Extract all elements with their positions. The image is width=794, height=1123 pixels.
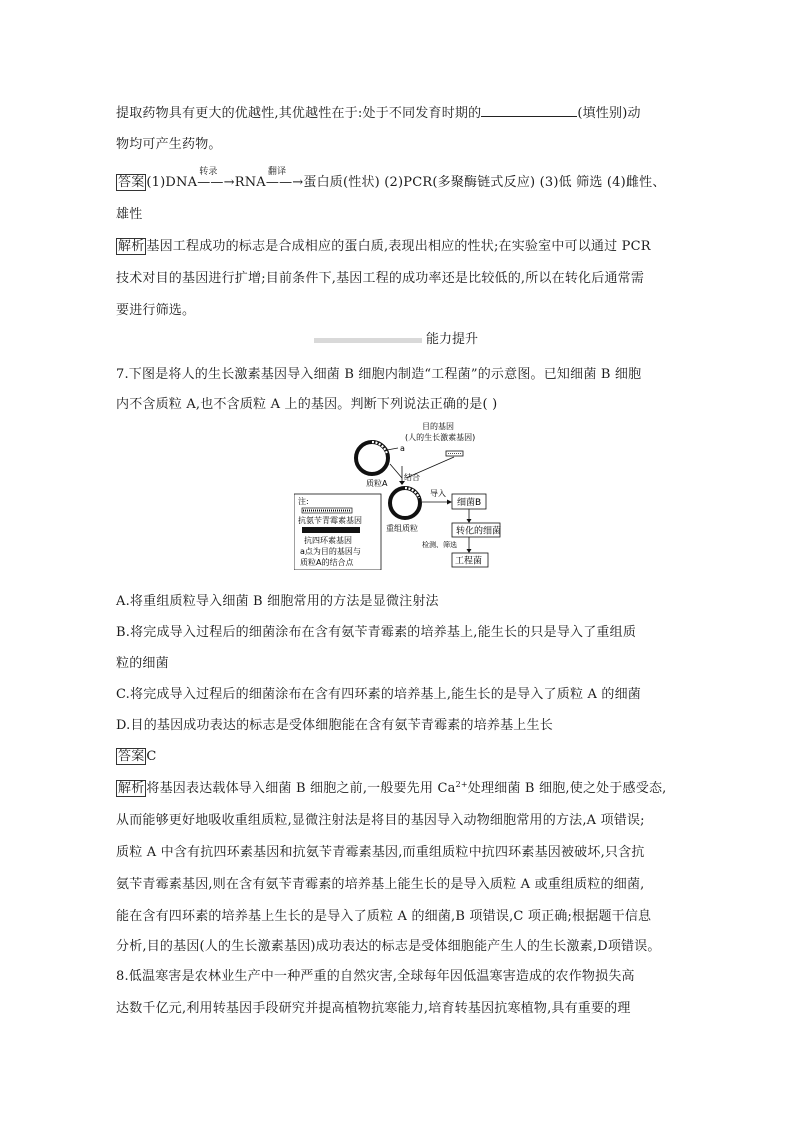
answer-part-1: (1)DNA bbox=[146, 175, 198, 190]
option-a: A.将重组质粒导入细菌 B 细胞常用的方法是显微注射法 bbox=[116, 594, 439, 609]
option-d: D.目的基因成功表达的标志是受体细胞能在含有氨苄青霉素的培养基上生长 bbox=[116, 718, 553, 733]
option-c: C.将完成导入过程后的细菌涂布在含有四环素的培养基上,能生长的是导入了质粒 A 的细菌 bbox=[116, 687, 642, 702]
target-gene-label: 目的基因 bbox=[422, 422, 454, 431]
answer-1 bbox=[116, 167, 666, 192]
note-amp: 抗氨苄青霉素基因 bbox=[298, 516, 362, 525]
option-b-line-2: 粒的细菌 bbox=[116, 656, 169, 671]
analysis-2-line-3: 质粒 A 中含有抗四环素基因和抗氨苄青霉素基因,而重组质粒中抗四环素基因被破坏,只含抗 bbox=[116, 845, 645, 860]
combine-arrow bbox=[390, 464, 402, 478]
intro-text: 提取药物具有更大的优越性,其优越性在于:处于不同发育时期的 bbox=[116, 106, 482, 121]
answer-rna: RNA bbox=[234, 175, 266, 190]
transcription-arrow: 转录 ——→ bbox=[197, 174, 235, 192]
transcription-label: 转录 bbox=[199, 167, 218, 177]
plasmid-a-label: 质粒A bbox=[366, 479, 388, 488]
analysis-tag: 解析 bbox=[118, 239, 145, 254]
import-label: 导入 bbox=[430, 489, 446, 498]
ca-superscript: 2+ bbox=[455, 780, 468, 789]
fill-blank bbox=[481, 104, 577, 117]
plasmid-a bbox=[356, 442, 388, 474]
analysis-2 bbox=[116, 780, 666, 798]
analysis-1-line-3: 要进行筛选。 bbox=[116, 303, 196, 318]
note-tet: 抗四环素基因 bbox=[304, 536, 352, 545]
section-title: 能力提升 bbox=[426, 332, 479, 347]
analysis-2-line-1b: 处理细菌 B 细胞,使之处于感受态, bbox=[467, 781, 667, 796]
answer-2-value: C bbox=[146, 749, 157, 764]
analysis-2-line-5: 能在含有四环素的培养基上生长的是导入了质粒 A 的细菌,B 项错误,C 项正确;根据题干信息 bbox=[116, 909, 652, 924]
recombinant-plasmid bbox=[390, 488, 420, 518]
question-7-line-1: 7.下图是将人的生长激素基因导入细菌 B 细胞内制造“工程菌”的示意图。已知细菌 B 细胞 bbox=[116, 367, 642, 382]
transformed-label: 转化的细菌 bbox=[456, 526, 502, 537]
point-a-label: a bbox=[400, 444, 405, 453]
question-8-line-2: 达数千亿元,利用转基因手段研究并提高植物抗寒能力,培育转基因抗寒植物,具有重要的理 bbox=[116, 1001, 631, 1016]
intro-line-1 bbox=[116, 104, 641, 123]
analysis-2-line-2: 从而能够更好地吸收重组质粒,显微注射法是将目的基因导入动物细胞常用的方法,A 项错误; bbox=[116, 813, 645, 828]
answer-1-line-2: 雄性 bbox=[116, 207, 143, 222]
engineered-label: 工程菌 bbox=[455, 556, 483, 567]
tet-gene-legend-icon bbox=[302, 527, 360, 533]
note-title: 注: bbox=[298, 497, 309, 506]
intro-text-end: (填性别)动 bbox=[577, 106, 641, 121]
answer-part-2: 蛋白质(性状) (2)PCR(多聚酶链式反应) (3)低 筛选 (4)雌性、 bbox=[303, 175, 666, 190]
analysis-2-line-4: 氨苄青霉素基因,则在含有氨苄青霉素的培养基上能生长的是导入质粒 A 或重组质粒的细菌, bbox=[116, 877, 645, 892]
analysis-2-line-6: 分析,目的基因(人的生长激素基因)成功表达的标志是受体细胞能产生人的生长激素,D项错误。 bbox=[116, 939, 661, 954]
translation-label: 翻译 bbox=[267, 167, 287, 177]
bacteria-b-label: 细菌B bbox=[457, 498, 482, 508]
combine-label: 结合 bbox=[404, 473, 420, 482]
analysis-1-line-2: 技术对目的基因进行扩增;目前条件下,基因工程的成功率还是比较低的,所以在转化后通常需 bbox=[116, 271, 645, 286]
question-7-line-2: 内不含质粒 A,也不含质粒 A 上的基因。判断下列说法正确的是( ) bbox=[116, 397, 498, 412]
analysis-1 bbox=[116, 238, 651, 256]
analysis-2-line-1a: 将基因表达载体导入细菌 B 细胞之前,一般要先用 Ca bbox=[146, 781, 456, 796]
target-gene-sub-label: (人的生长激素基因) bbox=[405, 433, 476, 442]
detect-label: 检测、筛选 bbox=[422, 541, 457, 549]
intro-line-2: 物均可产生药物。 bbox=[116, 137, 222, 152]
note-a1: a点为目的基因与 bbox=[300, 547, 361, 556]
recombinant-label: 重组质粒 bbox=[386, 524, 418, 533]
question-8-line-1: 8.低温寒害是农林业生产中一种严重的自然灾害,全球每年因低温寒害造成的农作物损失高 bbox=[116, 969, 635, 984]
answer-2-tag: 答案 bbox=[118, 749, 145, 764]
plasmid-diagram bbox=[294, 420, 506, 570]
section-divider bbox=[314, 338, 422, 343]
answer-2 bbox=[116, 748, 157, 766]
option-b-line-1: B.将完成导入过程后的细菌涂布在含有氨苄青霉素的培养基上,能生长的只是导入了重组质 bbox=[116, 625, 637, 640]
answer-tag: 答案 bbox=[118, 175, 145, 190]
note-a2: 质粒A的结合点 bbox=[300, 558, 354, 567]
analysis-1-line-1: 基因工程成功的标志是合成相应的蛋白质,表现出相应的性状;在实验室中可以通过 PCR bbox=[146, 239, 651, 254]
analysis-2-tag: 解析 bbox=[118, 781, 145, 796]
translation-arrow: 翻译 ——→ bbox=[266, 174, 304, 192]
